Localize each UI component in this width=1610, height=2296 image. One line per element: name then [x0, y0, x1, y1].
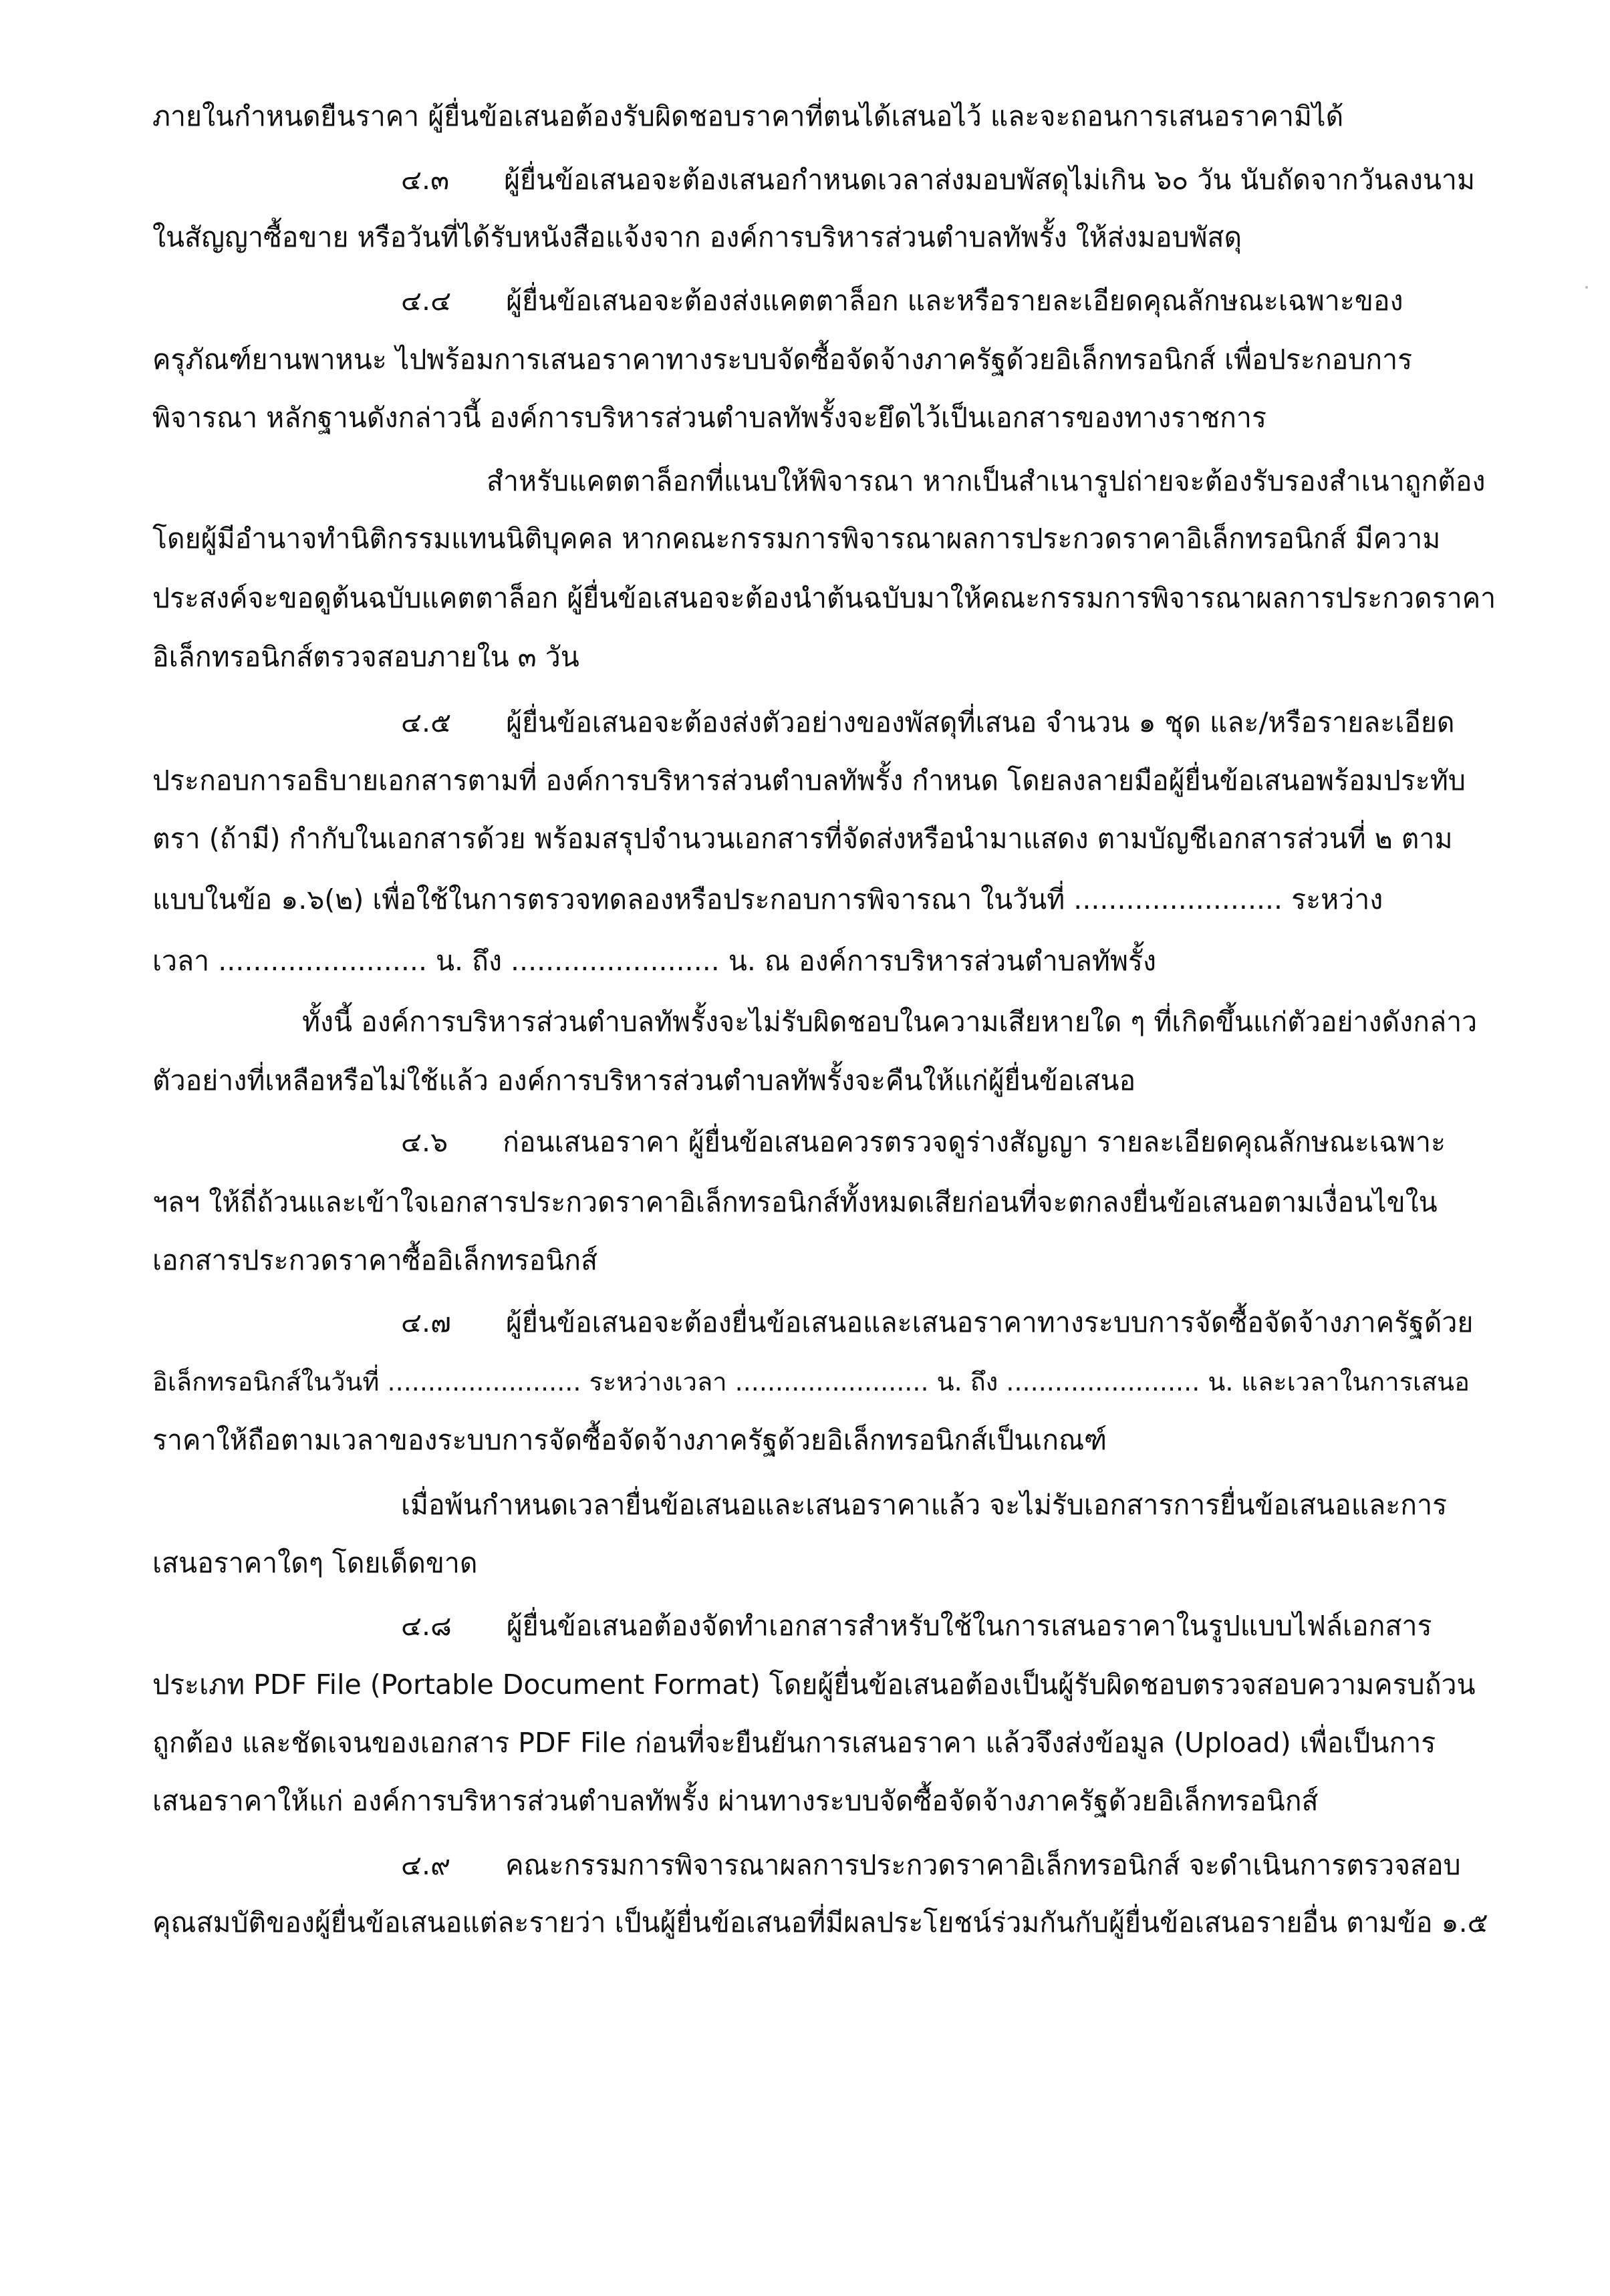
- doc-line-12: ประกอบการอธิบายเอกสารตามที่ องค์การบริหารส่วนตำบลทัพรั้ง กำหนด โดยลงลายมือผู้ยื่นข้อเสนอพร้อมประทับ: [152, 764, 1466, 797]
- doc-line-7: สำหรับแคตตาล็อกที่แนบให้พิจารณา หากเป็นสำเนารูปถ่ายจะต้องรับรองสำเนาถูกต้อง: [487, 465, 1486, 497]
- doc-line-9: ประสงค์จะขอดูต้นฉบับแคตตาล็อก ผู้ยื่นข้อเสนอจะต้องนำต้นฉบับมาให้คณะกรรมการพิจารณาผลการประกวดราคา: [152, 582, 1496, 614]
- doc-line-8: โดยผู้มีอำนาจทำนิติกรรมแทนนิติบุคคล หากคณะกรรมการพิจารณาผลการประกวดราคาอิเล็กทรอนิกส์ มีความ: [152, 523, 1441, 555]
- doc-line-6: พิจารณา หลักฐานดังกล่าวนี้ องค์การบริหารส่วนตำบลทัพรั้งจะยึดไว้เป็นเอกสารของทางราชการ: [152, 402, 1266, 434]
- doc-line-16: ทั้งนี้ องค์การบริหารส่วนตำบลทัพรั้งจะไม่รับผิดชอบในความเสียหายใด ๆ ที่เกิดขึ้นแก่ตัวอย่างดังกล่าว: [302, 1006, 1478, 1038]
- doc-line-17: ตัวอย่างที่เหลือหรือไม่ใช้แล้ว องค์การบริหารส่วนตำบลทัพรั้งจะคืนให้แก่ผู้ยื่นข้อเสนอ: [152, 1064, 1136, 1097]
- doc-line-19: ฯลฯ ให้ถี่ถ้วนและเข้าใจเอกสารประกวดราคาอิเล็กทรอนิกส์ทั้งหมดเสียก่อนที่จะตกลงยื่นข้อเสนอตามเงื่อนไขใน: [152, 1186, 1438, 1218]
- doc-line-31: คุณสมบัติของผู้ยื่นข้อเสนอแต่ละรายว่า เป็นผู้ยื่นข้อเสนอที่มีผลประโยชน์ร่วมกันกับผู้ยื่นข้อเสนอรายอื่น ตามข้อ ๑.๕: [152, 1906, 1488, 1939]
- doc-line-22: อิเล็กทรอนิกส์ในวันที่ ........................ ระหว่างเวลา ........................ น. ถึง ........................ น. และเวลาในการเสนอ: [152, 1367, 1470, 1397]
- clause-4-4-heading: ๔.๔ ผู้ยื่นข้อเสนอจะต้องส่งแคตตาล็อก และหรือรายละเอียดคุณลักษณะเฉพาะของ: [401, 285, 1403, 317]
- clause-4-8-heading: ๔.๘ ผู้ยื่นข้อเสนอต้องจัดทำเอกสารสำหรับใช้ในการเสนอราคาในรูปแบบไฟล์เอกสาร: [401, 1610, 1432, 1642]
- doc-line-15: เวลา ........................ น. ถึง ........................ น. ณ องค์การบริหารส่วนตำบลทัพรั้ง: [152, 945, 1157, 977]
- doc-line-29: เสนอราคาให้แก่ องค์การบริหารส่วนตำบลทัพรั้ง ผ่านทางระบบจัดซื้อจัดจ้างภาครัฐด้วยอิเล็กทรอนิกส์: [152, 1785, 1319, 1817]
- doc-line-1: ภายในกำหนดยืนราคา ผู้ยื่นข้อเสนอต้องรับผิดชอบราคาที่ตนได้เสนอไว้ และจะถอนการเสนอราคามิได้: [152, 100, 1344, 132]
- doc-line-28: ถูกต้อง และชัดเจนของเอกสาร PDF File ก่อนที่จะยืนยันการเสนอราคา แล้วจึงส่งข้อมูล (Upload) เพื่อเป็นการ: [152, 1727, 1436, 1759]
- clause-4-6-heading: ๔.๖ ก่อนเสนอราคา ผู้ยื่นข้อเสนอควรตรวจดูร่างสัญญา รายละเอียดคุณลักษณะเฉพาะ: [401, 1126, 1446, 1158]
- doc-line-10: อิเล็กทรอนิกส์ตรวจสอบภายใน ๓ วัน: [152, 641, 579, 673]
- doc-line-5: ครุภัณฑ์ยานพาหนะ ไปพร้อมการเสนอราคาทางระบบจัดซื้อจัดจ้างภาครัฐด้วยอิเล็กทรอนิกส์ เพื่อประกอบการ: [152, 343, 1413, 376]
- doc-line-25: เสนอราคาใดๆ โดยเด็ดขาด: [152, 1547, 478, 1579]
- doc-line-23: ราคาให้ถือตามเวลาของระบบการจัดซื้อจัดจ้างภาครัฐด้วยอิเล็กทรอนิกส์เป็นเกณฑ์: [152, 1424, 1107, 1456]
- doc-line-13: ตรา (ถ้ามี) กำกับในเอกสารด้วย พร้อมสรุปจำนวนเอกสารที่จัดส่งหรือนำมาแสดง ตามบัญชีเอกสารส่วนที่ ๒ ตาม: [152, 823, 1453, 855]
- doc-line-27: ประเภท PDF File (Portable Document Format) โดยผู้ยื่นข้อเสนอต้องเป็นผู้รับผิดชอบตรวจสอบความครบถ้วน: [152, 1669, 1476, 1701]
- doc-line-3: ในสัญญาซื้อขาย หรือวันที่ได้รับหนังสือแจ้งจาก องค์การบริหารส่วนตำบลทัพรั้ง ให้ส่งมอบพัสดุ: [152, 221, 1242, 253]
- clause-4-3-heading: ๔.๓ ผู้ยื่นข้อเสนอจะต้องเสนอกำหนดเวลาส่งมอบพัสดุไม่เกิน ๖๐ วัน นับถัดจากวันลงนาม: [401, 164, 1475, 196]
- clause-4-7-heading: ๔.๗ ผู้ยื่นข้อเสนอจะต้องยื่นข้อเสนอและเสนอราคาทางระบบการจัดซื้อจัดจ้างภาครัฐด้วย: [401, 1306, 1474, 1338]
- clause-4-5-heading: ๔.๕ ผู้ยื่นข้อเสนอจะต้องส่งตัวอย่างของพัสดุที่เสนอ จำนวน ๑ ชุด และ/หรือรายละเอียด: [401, 706, 1455, 738]
- clause-4-9-heading: ๔.๙ คณะกรรมการพิจารณาผลการประกวดราคาอิเล็กทรอนิกส์ จะดำเนินการตรวจสอบ: [401, 1849, 1461, 1881]
- doc-line-14: แบบในข้อ ๑.๖(๒) เพื่อใช้ในการตรวจทดลองหรือประกอบการพิจารณา ในวันที่ ........................ ระหว่าง: [152, 883, 1383, 915]
- doc-line-20: เอกสารประกวดราคาซื้ออิเล็กทรอนิกส์: [152, 1244, 598, 1276]
- doc-line-24: เมื่อพ้นกำหนดเวลายื่นข้อเสนอและเสนอราคาแล้ว จะไม่รับเอกสารการยื่นข้อเสนอและการ: [401, 1489, 1448, 1521]
- scan-speck: [1585, 286, 1588, 289]
